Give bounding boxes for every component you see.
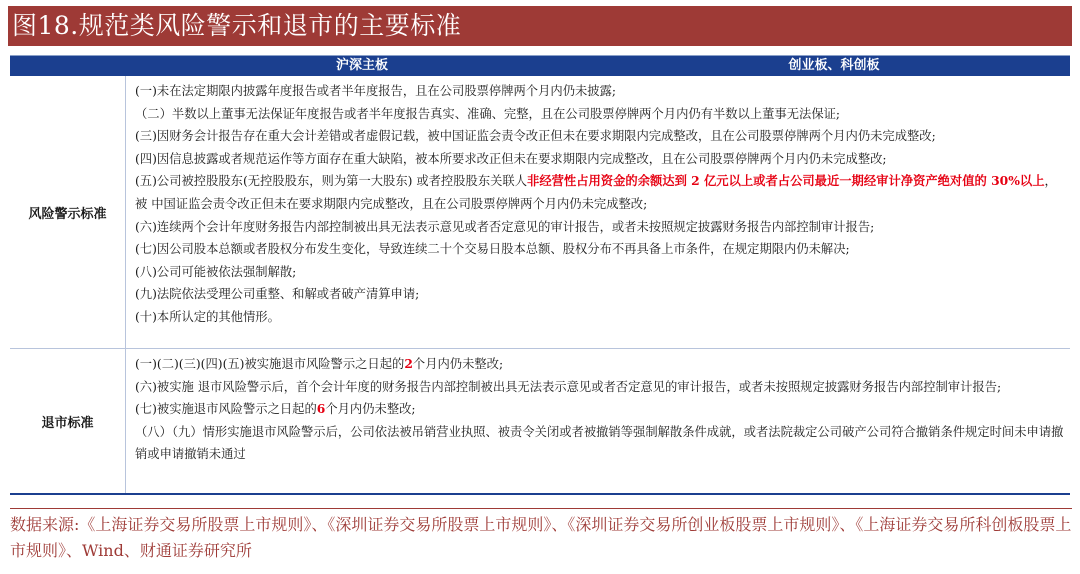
highlight-text: 非经营性占用资金的余额达到 2 亿元以上或者占公司最近一期经审计净资产绝对值的 30%以上 xyxy=(527,173,1045,189)
row-content xyxy=(126,76,1070,348)
highlight-text: 6 xyxy=(316,401,326,417)
figure-title: 图18.规范类风险警示和退市的主要标准 xyxy=(8,6,1072,46)
criterion-line: (七)因公司股本总额或者股权分布发生变化，导致连续二十个交易日股本总额、股权分布不再具备上市条件，在规定期限内仍未解决; xyxy=(135,242,850,257)
header-cell-empty xyxy=(10,56,126,76)
criterion-line: (六)被实施 退市风险警示后，首个会计年度的财务报告内部控制被出具无法表示意见或者否定意见的审计报告，或者未按照规定披露财务报告内部控制审计报告; xyxy=(135,379,1002,394)
criterion-line: (五)公司被控股股东(无控股股东，则为第一大股东) 或者控股股东关联人非经营性占用资金的余额达到 2 亿元以上或者占公司最近一期经审计净资产绝对值的 30%以上，被 中国证监会责令改正但未在要求期限内完成整改，且在公司股票停牌两个月内仍未完成整改; xyxy=(135,173,1057,211)
criterion-line: (六)连续两个会计年度财务报告内部控制被出具无法表示意见或者否定意见的审计报告，或者未按照规定披露财务报告内部控制审计报告; xyxy=(135,219,875,234)
row-content xyxy=(126,349,1070,493)
criterion-line: （八）（九）情形实施退市风险警示后，公司依法被吊销营业执照、被责令关闭或者被撤销等强制解散条件成就，或者法院裁定公司破产公司符合撤销条件规定时间未申请撤销或申请撤销未通过 xyxy=(135,424,1064,462)
row-label: 风险警示标准 xyxy=(10,76,126,348)
criterion-line: (十)本所认定的其他情形。 xyxy=(135,309,280,324)
criterion-line: (一)未在法定期限内披露年度报告或者半年度报告，且在公司股票停牌两个月内仍未披露; xyxy=(135,84,617,98)
row-label: 退市标准 xyxy=(10,349,126,493)
criterion-line: (一)(二)(三)(四)(五)被实施退市风险警示之日起的2个月内仍未整改; xyxy=(135,356,504,371)
criterion-line: (四)因信息披露或者规范运作等方面存在重大缺陷，被本所要求改正但未在要求期限内完成整改，且在公司股票停牌两个月内仍未完成整改; xyxy=(135,151,887,166)
criterion-line: （二）半数以上董事无法保证年度报告或者半年度报告真实、准确、完整，且在公司股票停牌两个月内仍有半数以上董事无法保证; xyxy=(135,106,841,121)
criterion-line: (八)公司可能被依法强制解散; xyxy=(135,264,297,279)
table-row-delisting xyxy=(10,349,1070,493)
criterion-line: (七)被实施退市风险警示之日起的6个月内仍未整改; xyxy=(135,401,416,417)
criterion-line: (三)因财务会计报告存在重大会计差错或者虚假记载，被中国证监会责令改正但未在要求期限内完成整改，且在公司股票停牌两个月内仍未完成整改; xyxy=(135,129,936,144)
data-source-note: 数据来源:《上海证券交易所股票上市规则》、《深圳证券交易所股票上市规则》、《深圳证券交易所创业板股票上市规则》、《上海证券交易所科创板股票上市规则》、Wind、财通证券研究所 xyxy=(10,508,1072,564)
table-header xyxy=(10,56,1070,76)
criterion-line: (九)法院依法受理公司重整、和解或者破产清算申请; xyxy=(135,287,420,302)
table-row-risk-warning xyxy=(10,76,1070,349)
header-cell-main-board: 沪深主板 xyxy=(335,58,388,73)
header-cell-gem-star: 创业板、科创板 xyxy=(788,58,880,73)
highlight-text: 2 xyxy=(404,356,413,371)
criteria-table xyxy=(10,55,1070,495)
